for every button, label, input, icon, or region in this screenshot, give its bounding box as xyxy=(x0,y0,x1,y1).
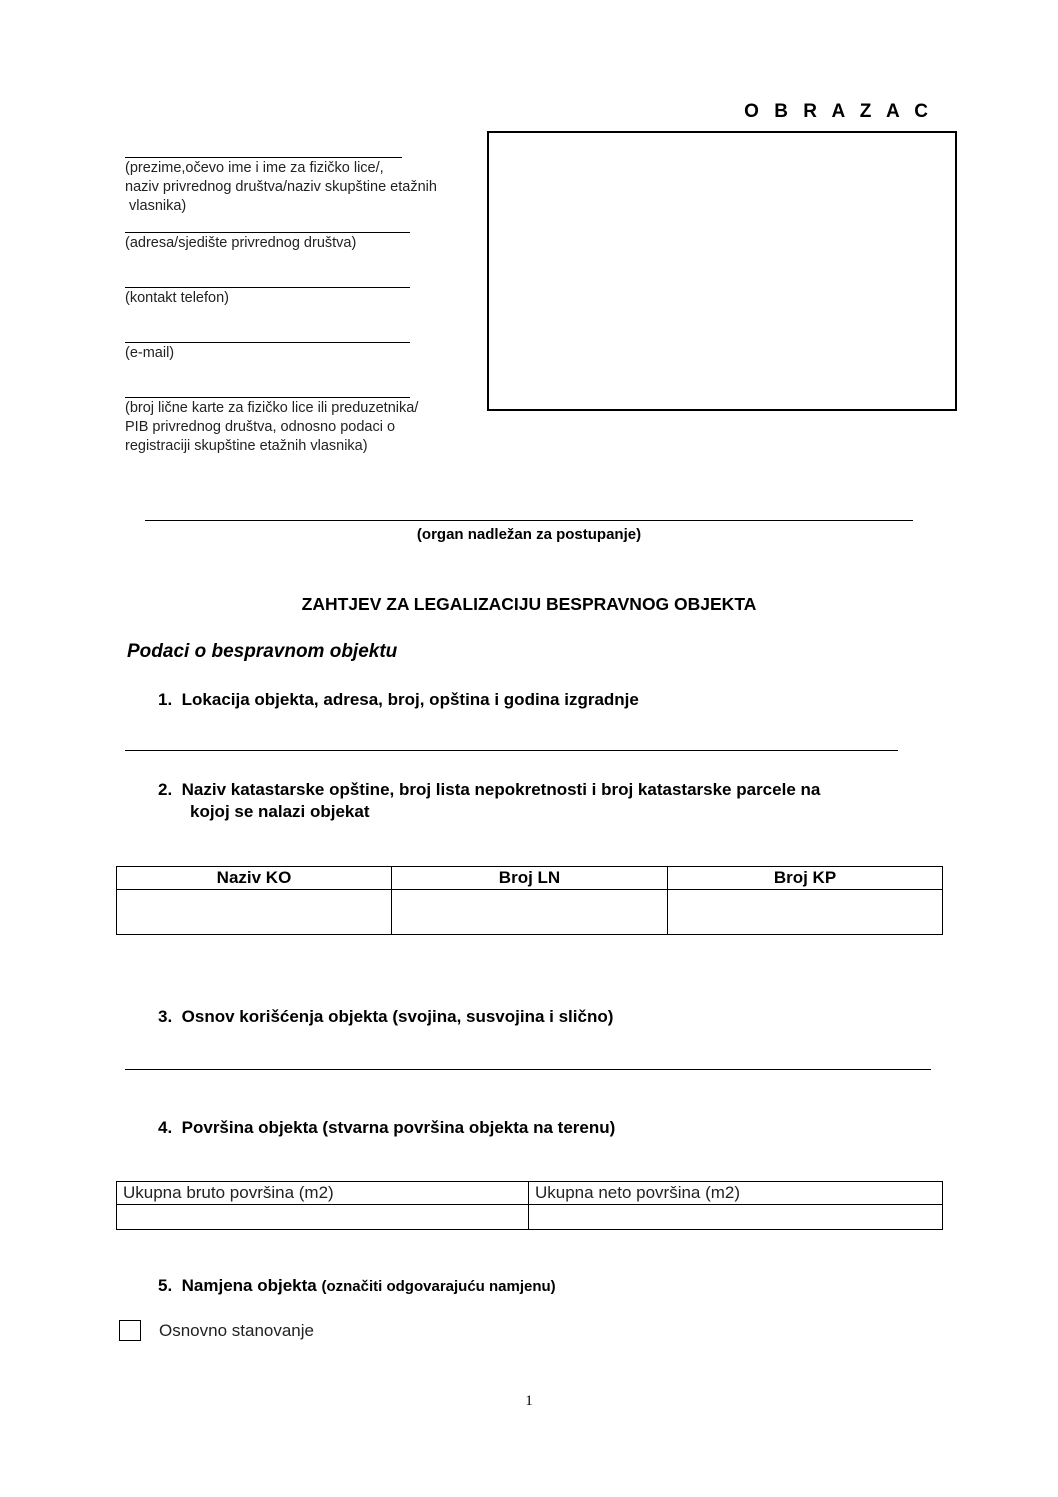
caption-line: (broj lične karte za fizičko lice ili preduzetnika/ xyxy=(125,400,419,416)
item-text: Lokacija objekta, adresa, broj, opština i godina izgradnje xyxy=(181,690,639,709)
gross-area-cell[interactable] xyxy=(117,1205,529,1230)
id-line[interactable] xyxy=(125,397,410,398)
document-heading: ZAHTJEV ZA LEGALIZACIJU BESPRAVNOG OBJEKTA xyxy=(301,594,757,614)
header-gross-area: Ukupna bruto površina (m2) xyxy=(117,1182,529,1205)
item-text: Osnov korišćenja objekta (svojina, susvojina i slično) xyxy=(181,1007,614,1026)
authority-text: (organ nadležan za postupanje) xyxy=(416,526,642,543)
header-broj-ln: Broj LN xyxy=(392,867,668,890)
name-line[interactable] xyxy=(125,157,402,158)
phone-line[interactable] xyxy=(125,287,410,288)
item-number: 2. xyxy=(158,780,173,799)
item-text: kojoj se nalazi objekat xyxy=(190,802,370,821)
authority-caption xyxy=(0,526,1058,543)
address-line[interactable] xyxy=(125,232,410,233)
email-caption: (e-mail) xyxy=(125,345,175,361)
header-broj-kp: Broj KP xyxy=(668,867,943,890)
net-area-cell[interactable] xyxy=(529,1205,943,1230)
id-caption xyxy=(125,399,418,456)
stamp-box xyxy=(487,131,957,411)
item-text: Naziv katastarske opštine, broj lista nepokretnosti i broj katastarske parcele na xyxy=(181,780,821,799)
item-text: Namjena objekta xyxy=(181,1276,317,1295)
broj-ln-cell[interactable] xyxy=(392,890,668,935)
header-naziv-ko: Naziv KO xyxy=(117,867,392,890)
broj-kp-cell[interactable] xyxy=(668,890,943,935)
item-5 xyxy=(158,1275,556,1298)
address-caption: (adresa/sjedište privrednog društva) xyxy=(125,235,357,251)
item-3 xyxy=(158,1006,613,1028)
email-line[interactable] xyxy=(125,342,410,343)
caption-line: naziv privrednog društva/naziv skupštine etažnih xyxy=(125,179,437,195)
caption-line: vlasnika) xyxy=(125,198,187,214)
usage-basis-line[interactable] xyxy=(125,1069,931,1070)
item-number: 4. xyxy=(158,1118,173,1137)
section-title: Podaci o bespravnom objektu xyxy=(127,641,398,662)
area-table xyxy=(116,1181,943,1230)
item-4 xyxy=(158,1117,615,1139)
item-number: 5. xyxy=(158,1276,173,1295)
phone-caption: (kontakt telefon) xyxy=(125,290,229,306)
caption-line: PIB privrednog društva, odnosno podaci o xyxy=(125,419,396,435)
naziv-ko-cell[interactable] xyxy=(117,890,392,935)
parcel-table xyxy=(116,866,943,935)
caption-line: (prezime,očevo ime i ime za fizičko lice/, xyxy=(125,160,384,176)
osnovno-stanovanje-checkbox[interactable] xyxy=(119,1320,141,1341)
location-line[interactable] xyxy=(125,750,898,751)
item-text: Površina objekta (stvarna površina objekta na terenu) xyxy=(181,1118,616,1137)
item-note: (označiti odgovarajuću namjenu) xyxy=(321,1278,556,1295)
header-net-area: Ukupna neto površina (m2) xyxy=(529,1182,943,1205)
form-label: O B R A Z A C xyxy=(744,101,933,122)
name-caption xyxy=(125,159,437,216)
osnovno-stanovanje-label: Osnovno stanovanje xyxy=(159,1321,314,1340)
item-number: 1. xyxy=(158,690,173,709)
page-number: 1 xyxy=(525,1393,533,1409)
caption-line: registraciji skupštine etažnih vlasnika) xyxy=(125,438,368,454)
item-2 xyxy=(158,779,820,823)
authority-line[interactable] xyxy=(145,520,913,521)
item-number: 3. xyxy=(158,1007,173,1026)
item-1 xyxy=(158,689,639,711)
